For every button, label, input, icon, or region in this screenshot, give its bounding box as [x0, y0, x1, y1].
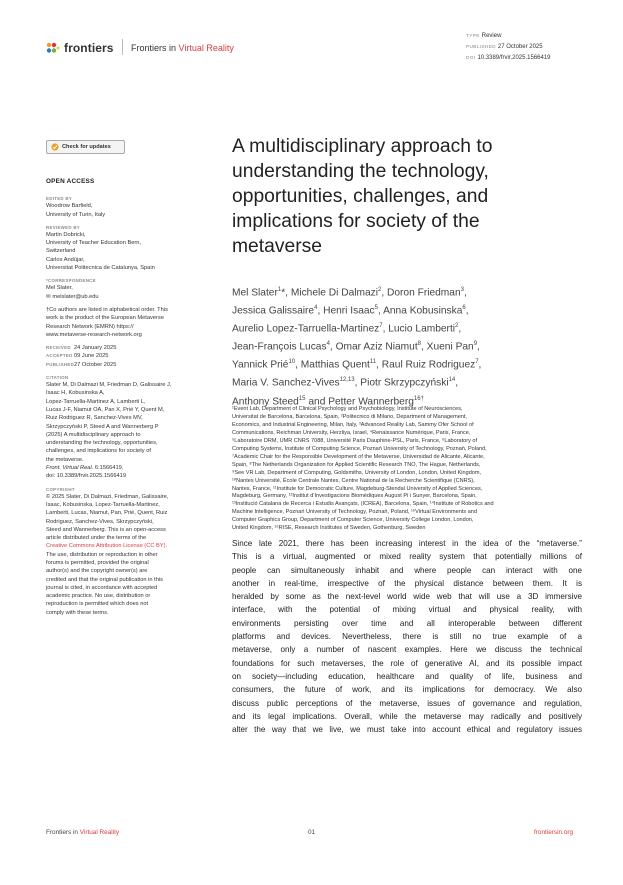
affiliation-line: ¹⁰Nantes Université, École Centrale Nantes, Centre National de la Recherche Scientifique (CNRS), — [232, 477, 475, 484]
abstract-line: foundations for such metaverses, the role of generative AI, and its possible impact — [232, 658, 582, 668]
meta-published: PUBLISHED 27 October 2025 — [466, 44, 543, 50]
affiliation-line: Universitat de Barcelona, Barcelona, Spain, ²Politecnico di Milano, Department of Management, — [232, 413, 467, 420]
affiliation-line: Communications, Reichman University, Herzliya, Israel, ⁴Renaissance Numérique, Paris, France, — [232, 429, 471, 436]
affiliation-line: Machine Intelligence, Poznań University of Technology, Poznań, Poland, ¹⁵Virtual Environments and — [232, 509, 477, 516]
frontiers-logo[interactable] — [46, 41, 114, 55]
affiliation-line: ¹³Institució Catalana de Recerca i Estudis Avançats, (ICREA), Barcelona, Spain, ¹⁴Institute of Robotics and — [232, 501, 494, 508]
header-divider — [122, 39, 123, 55]
abstract-line: on society—including education, healthcare and quality of life, business and — [232, 671, 582, 681]
abstract-line: people can simultaneously inhabit and where people can interact with one — [232, 565, 582, 575]
frontiers-logo-icon — [46, 42, 60, 54]
article-title: A multidisciplinary approach to understanding the technology, opportunities, challenges, and implications for society of the metaverse — [232, 136, 493, 257]
abstract-line: platforms and devices. Nevertheless, there is still no true example of a — [232, 632, 582, 642]
left-column — [46, 178, 211, 622]
abstract-line: consumers, the future of work, and its implications for democracy. We also — [232, 685, 582, 695]
journal-name-accent: Virtual Reality — [178, 43, 234, 53]
author-line: Yannick Prié$^{10}$, Matthias Quent$^{11}$, Raul Ruiz Rodriguez$^7$, — [232, 359, 482, 371]
affiliation-line: ¹Event Lab, Department of Clinical Psychology and Psychobiology, Institute of Neurosciences, — [232, 406, 463, 412]
abstract — [232, 537, 582, 736]
abstract-line: This is a virtual, augmented or mixed reality system that potentially millions of — [232, 552, 582, 562]
edited-by: EDITED BY Woodrow Barfield, University of Turin, Italy — [46, 196, 106, 218]
abstract-line: environments persisting over time and all interoperable between different — [232, 618, 582, 628]
article-meta — [466, 31, 551, 64]
abstract-line: Since late 2021, there has been increasing interest in the idea of the “metaverse.” — [232, 539, 582, 548]
abstract-line: interface, with the potential of mixing virtual and physical reality, with — [232, 605, 582, 615]
abstract-line: metaverse, only a number of nascent examples. Here we discuss the technical — [232, 645, 582, 655]
affiliations — [232, 406, 587, 533]
abstract-line: another in real-time, irrespective of the physical distance between them. It is — [232, 578, 582, 588]
citation: CITATION Slater M, Di Dalmazi M, Friedman D, Galissaire J, Isaac H, Kobusinska A, Lopez-Tarruella-Martinez A, Lamberti L, Lucas J-F, Niamut OA, Pan X, Prié Y, Quent M, Ruiz Rodriguez R, Sanchez-Vives MV, Skrzypczyński P, Steed A and Wannerberg P (2025) A multidisciplinary approach to understanding the technology, opportunities, challenges, and implications for society of the metaverse. Front. Virtual Real. 6:1566419. doi: 10.3389/frvir.2025.1566419 — [46, 374, 211, 481]
author-list — [232, 283, 582, 410]
dates: RECEIVED 24 January 2025 ACCEPTED09 June 2025 PUBLISHED27 October 2025 — [46, 345, 117, 368]
author-line: Mel Slater$^1$*, Michele Di Dalmazi$^2$, Doron Friedman$^3$, — [232, 287, 467, 299]
meta-type: TYPE Review — [466, 33, 502, 39]
affiliation-line: ⁹See VR Lab, Department of Computing, Goldsmiths, University of London, London, United Kingdom, — [232, 469, 482, 476]
copyright: COPYRIGHT © 2025 Slater, Di Dalmazi, Friedman, Galissaire, Isaac, Kobusinska, Lopez-Tarruella-Martinez, Lamberti, Lucas, Niamut, Pan, Prié, Quent, Ruiz Rodriguez, Sanchez-Vives, Skrzypczyński, Steed and Wannerberg. This is an open-access article distributed under the terms of the Creative Commons Attribution License (CC BY). The use, distribution or reproduction in other forums is permitted, provided the original author(s) and the copyright owner(s) are credited and that the original publication in this journal is cited, in accordance with accepted academic practice. No use, distribution or reproduction is permitted which does not comply with these terms. — [46, 486, 211, 617]
affiliation-line: Economics, and Industrial Engineering, Milan, Italy, ³Advanced Reality Lab, Sammy Ofer School of — [232, 421, 474, 428]
reviewed-by: REVIEWED BY Martin Dobricki, University of Teacher Education Bern, Switzerland Carlos Andújar, Universitat Politecnica de Catalunya, Spain — [46, 224, 155, 272]
affiliation-line: Magdeburg, Germany, ¹²Institut d’Investigacions Biomèdiques August Pi i Sunyer, Barcelona, Spain, — [232, 493, 477, 500]
abstract-line: alter the way that we live, we must take into account ethical and regulatory issues — [232, 725, 582, 735]
cc-by-license-link[interactable]: Creative Commons Attribution License (CC BY). — [46, 543, 168, 550]
affiliation-line: Computing Systems, Institute of Computing Science, Poznań University of Technology, Poznań, Poland, — [232, 445, 487, 452]
author-line: Maria V. Sanchez-Vives$^{12,13}$, Piotr Skrzypczyński$^{14}$, — [232, 377, 459, 389]
correspondence-email[interactable]: ✉ melslater@ub.edu — [46, 293, 99, 300]
affiliation-line: ⁷Academic Chair for the Responsible Development of the Metaverse, Universidad de Alicante, Alicante, — [232, 453, 485, 460]
open-access-label: OPEN ACCESS — [46, 178, 95, 185]
citation-doi[interactable]: doi: 10.3389/frvir.2025.1566419 — [46, 473, 127, 480]
affiliation-line: ⁵Laboratoire DRM, UMR CNRS 7088, Université Paris Dauphine-PSL, Paris, France, ⁶Laboratory of — [232, 437, 478, 444]
affiliation-line: Spain, ⁸The Netherlands Organization for Applied Scientific Research TNO, The Hague, Netherlands, — [232, 461, 481, 468]
author-line: Jean-François Lucas$^4$, Omar Aziz Niamut$^8$, Xueni Pan$^9$, — [232, 341, 480, 353]
affiliation-line: United Kingdom, ¹⁶RISE, Research Institutes of Sweden, Gothenburg, Sweden — [232, 525, 426, 532]
correspondence: *CORRESPONDENCE Mel Slater, ✉ melslater@ub.edu — [46, 277, 211, 301]
emrn-link[interactable]: www.metaverse-research-network.org — [46, 331, 142, 338]
author-line: Aurelio Lopez-Tarruella-Martinez$^7$, Lucio Lamberti$^2$, — [232, 323, 462, 335]
coauthor-note: †Co authors are listed in alphabetical order. This work is the product of the European Metaverse Research Network (EMRN) https:// www.metaverse-research-network.org — [46, 306, 211, 339]
abstract-line: heralded by some as the next-level world wide web that will use a 3D immersive — [232, 592, 582, 602]
author-line: Jessica Galissaire$^4$, Henri Isaac$^5$, Anna Kobusinska$^6$, — [232, 305, 469, 317]
footer-site-link[interactable]: frontiersin.org — [534, 829, 574, 836]
abstract-line: and its legal implications. Overall, while the metaverse may radically and positively — [232, 711, 582, 721]
author-line: Anthony Steed$^{15}$ and Petter Wannerberg$^{16\dagger}$ — [232, 395, 424, 407]
footer-journal: Frontiers in Virtual Reality — [46, 829, 120, 836]
abstract-line: discuss public perceptions of the metaverse, issues of governance and regulation, — [232, 698, 582, 708]
journal-name[interactable]: Frontiers in Virtual Reality — [131, 43, 234, 53]
check-updates-icon — [51, 143, 59, 151]
meta-doi[interactable]: DOI 10.3389/frvir.2025.1566419 — [466, 55, 551, 61]
logo-text: frontiers — [64, 41, 114, 55]
check-for-updates-button[interactable]: Check for updates — [46, 140, 125, 154]
affiliation-line: Nantes, France, ¹¹Institute for Democratic Culture, Magdeburg-Stendal University of Applied Sciences, — [232, 485, 483, 492]
affiliation-line: Computer Graphics Group, Department of Computer Science, University College London, London, — [232, 517, 474, 524]
page-number: 01 — [308, 829, 316, 836]
